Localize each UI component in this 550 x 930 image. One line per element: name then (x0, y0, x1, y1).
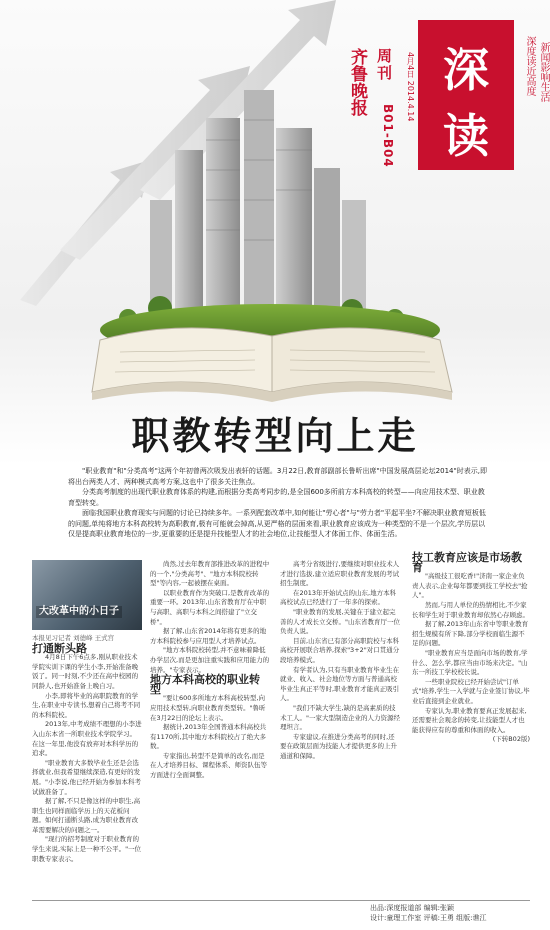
headline: 职教转型向上走 (131, 414, 419, 458)
body-paragraph: 目前,山东省已有部分高职院校与本科高校开展联合培养,探索"3+2"对口贯通分段培养模式。 (280, 636, 400, 664)
credit-line: 设计:童理工作室 评稿:王勇 组版:谯江 (370, 914, 487, 922)
body-paragraph: 然而,与用人单位的热情相比,不少家长和学生对于职业教育却依然心存顾虑。 (412, 600, 529, 619)
body-paragraph: 高考分省级进行,要继续对职业技术人才进行选拔,建立适应职业教育发展的考试招生制度。 (280, 560, 400, 588)
body-paragraph: 据了解,山东省2014年将有更多的地方本科院校参与应用型人才培养试点。 (150, 627, 267, 645)
body-paragraph: 据了解,不只是像这样的中职生,高职生也同样面临学历上的天花板问题。如何打通断头路,成为职业教育改革需要解决的问题之一。 (32, 797, 141, 834)
tagline: 新闻影响生活 (538, 42, 549, 102)
body-paragraph: "高级技工很吃香!"济南一家企业负责人表示,企业每年都要到技工学校去"抢人"。 (412, 572, 528, 600)
body-paragraph: 专家认为,职业教育要真正发展起来,还需要社会观念的转变,让技能型人才也能获得应有的尊重和体面的收入。 (412, 706, 527, 734)
lead-paragraph: "职业教育"和"分类高考"这两个年初曾两次吸发出表轩的话题。3月22日,教育部副部长鲁昕出席"中国发展高层论坛2014"时表示,即将出台两类人才、两种模式高考方案,这也中了很多关注焦点。 (68, 467, 487, 486)
body-paragraph: 据统计,2013年全国普通本科高校共有1170所,其中地方本科院校占了绝大多数。 (150, 723, 267, 751)
section-title-block (418, 20, 514, 170)
subheading: 技工教育应该是市场教育 (412, 551, 522, 574)
tagline: 深度读近高度 (524, 36, 535, 96)
body-paragraph: 4月8日下午6点多,刚从职业技术学院实训下课的学生小李,开始准备晚饭了。同一时刻,不少还在高中校园的同龄人,也开始准备上晚自习。 (32, 653, 139, 690)
footer-divider (32, 900, 530, 901)
lead-paragraphs (68, 466, 488, 540)
page-range: B01-B04 (381, 104, 395, 168)
body-paragraph: "职业教育大多数毕业生还是会选择就业,但我希望继续深造,有更好的发展。"小李说,他已经开始为参加本科考试做准备了。 (32, 758, 142, 796)
newspaper-brand: 齐鲁晚报 (347, 48, 367, 116)
body-paragraph: "地方本科院校转型,并不意味着降低办学层次,而是更加注重实践和应用能力的培养。"专家表示。 (150, 646, 270, 674)
body-paragraph: 在2013年开始试点的山东,地方本科高校试点已经进行了一年多的探索。 (280, 588, 397, 607)
section-title-char: 读 (443, 109, 489, 163)
section-title-char: 深 (443, 43, 489, 97)
body-paragraph: 有学者认为,只有当职业教育毕业生在就业、收入、社会地位等方面与普通高校毕业生真正平等时,职业教育才能真正吸引人。 (280, 665, 400, 703)
credits (370, 903, 540, 923)
body-paragraph: 以职业教育作为突破口,是教育改革的重要一环。2013年,山东省教育厅在中职与高职、高职与本科之间搭建了"立交桥"。 (150, 588, 270, 626)
lead-paragraph: 面临我国职业教育现实与问题的讨论已持续多年。一系列配套改革中,如何能让"劳心者"与"劳力者"平起平坐?不解决职业教育短板低的问题,单纯将地方本科高校转为高职教育,极有可能就会掉高,从更严格的层面来看,职业教育应该成为一种类型的不是一个层次,学历层以仅是提高职业教育地位的一步,更重要的还是提升技能型人才的社会地位,让技能型人才体面工作、体面生活。 (68, 509, 486, 538)
byline: 本报见习记者 刘德峰 王式宫 (32, 634, 115, 642)
body-paragraph: 小李,即将毕业的高职院教育的学生,在职业中专读书,想着自己将考不同的本科院校。 (32, 691, 141, 719)
article-column (150, 560, 270, 781)
body-paragraph: 尚然,过去年教育部推进改革的进程中的一个,"分类高考"、"地方本科院校转型"等内容,一起被摆在桌面。 (150, 560, 270, 588)
body-paragraph: "现行的招考制度对于职业教育的学生来说,实际上是一种不公平。"一位职教专家表示。 (32, 835, 142, 863)
article-column (280, 560, 400, 761)
body-paragraph: 2013年,中考成绩不理想的小李进入山东本省一所职业技术学院学习。在这一年里,他没有放弃对本科学历的追求。 (32, 720, 142, 758)
weekly-label: 周刊 (375, 48, 393, 82)
subheading: 地方本科高校的职业转型 (150, 673, 260, 696)
article-column (412, 553, 530, 745)
body-paragraph: 专家指出,转型不是简单的改名,而是在人才培养目标、课程体系、师资队伍等方面进行全面调整。 (150, 751, 267, 780)
body-paragraph: "职业教育应当是面向市场的教育,学什么、怎么学,都应当由市场来决定。"山东一所技工学校校长说。 (412, 648, 528, 677)
body-paragraph: "我们不缺大学生,缺的是高素质的技术工人。"一家大型制造企业的人力资源经理坦言。 (280, 703, 400, 732)
lead-paragraph: 分类高考制度的出现代职业教育体系的构建,而根据分类高考同步的,是全国600多所前方本科高校的转型——向应用技术型、职业教育型转变。 (68, 488, 485, 507)
continued-note: (下转B02版) (492, 735, 530, 744)
body-paragraph: "要让600多所地方本科高校转型,向应用技术型转,向职业教育类型转。"鲁昕在3月22日的论坛上表示。 (150, 694, 266, 722)
body-paragraph: 一些职业院校已经开始尝试"订单式"培养,学生一入学就与企业签订协议,毕业后直接到企业就业。 (412, 677, 530, 705)
open-book (92, 328, 452, 402)
body-paragraph: 专家建议,在推进分类高考的同时,还要在政策层面为技能人才提供更多的上升通道和保障。 (280, 732, 397, 760)
photo-caption: 大改革中的小日子 (36, 606, 122, 618)
body-paragraph: "职业教育的发展,关键在于建立起完善的人才成长立交桥。"山东省教育厅一位负责人说。 (280, 607, 400, 636)
article-column (32, 560, 142, 864)
subheading: 打通断头路 (32, 641, 87, 655)
body-paragraph: 据了解,2013年山东省中等职业教育招生规模有所下降,部分学校面临生源不足的问题。 (412, 620, 529, 648)
credit-line: 出品:深度报道部 编辑:张颖 (370, 904, 454, 912)
column-photo (32, 560, 142, 630)
issue-date: 4月4日 2014.4.14 (406, 52, 415, 122)
